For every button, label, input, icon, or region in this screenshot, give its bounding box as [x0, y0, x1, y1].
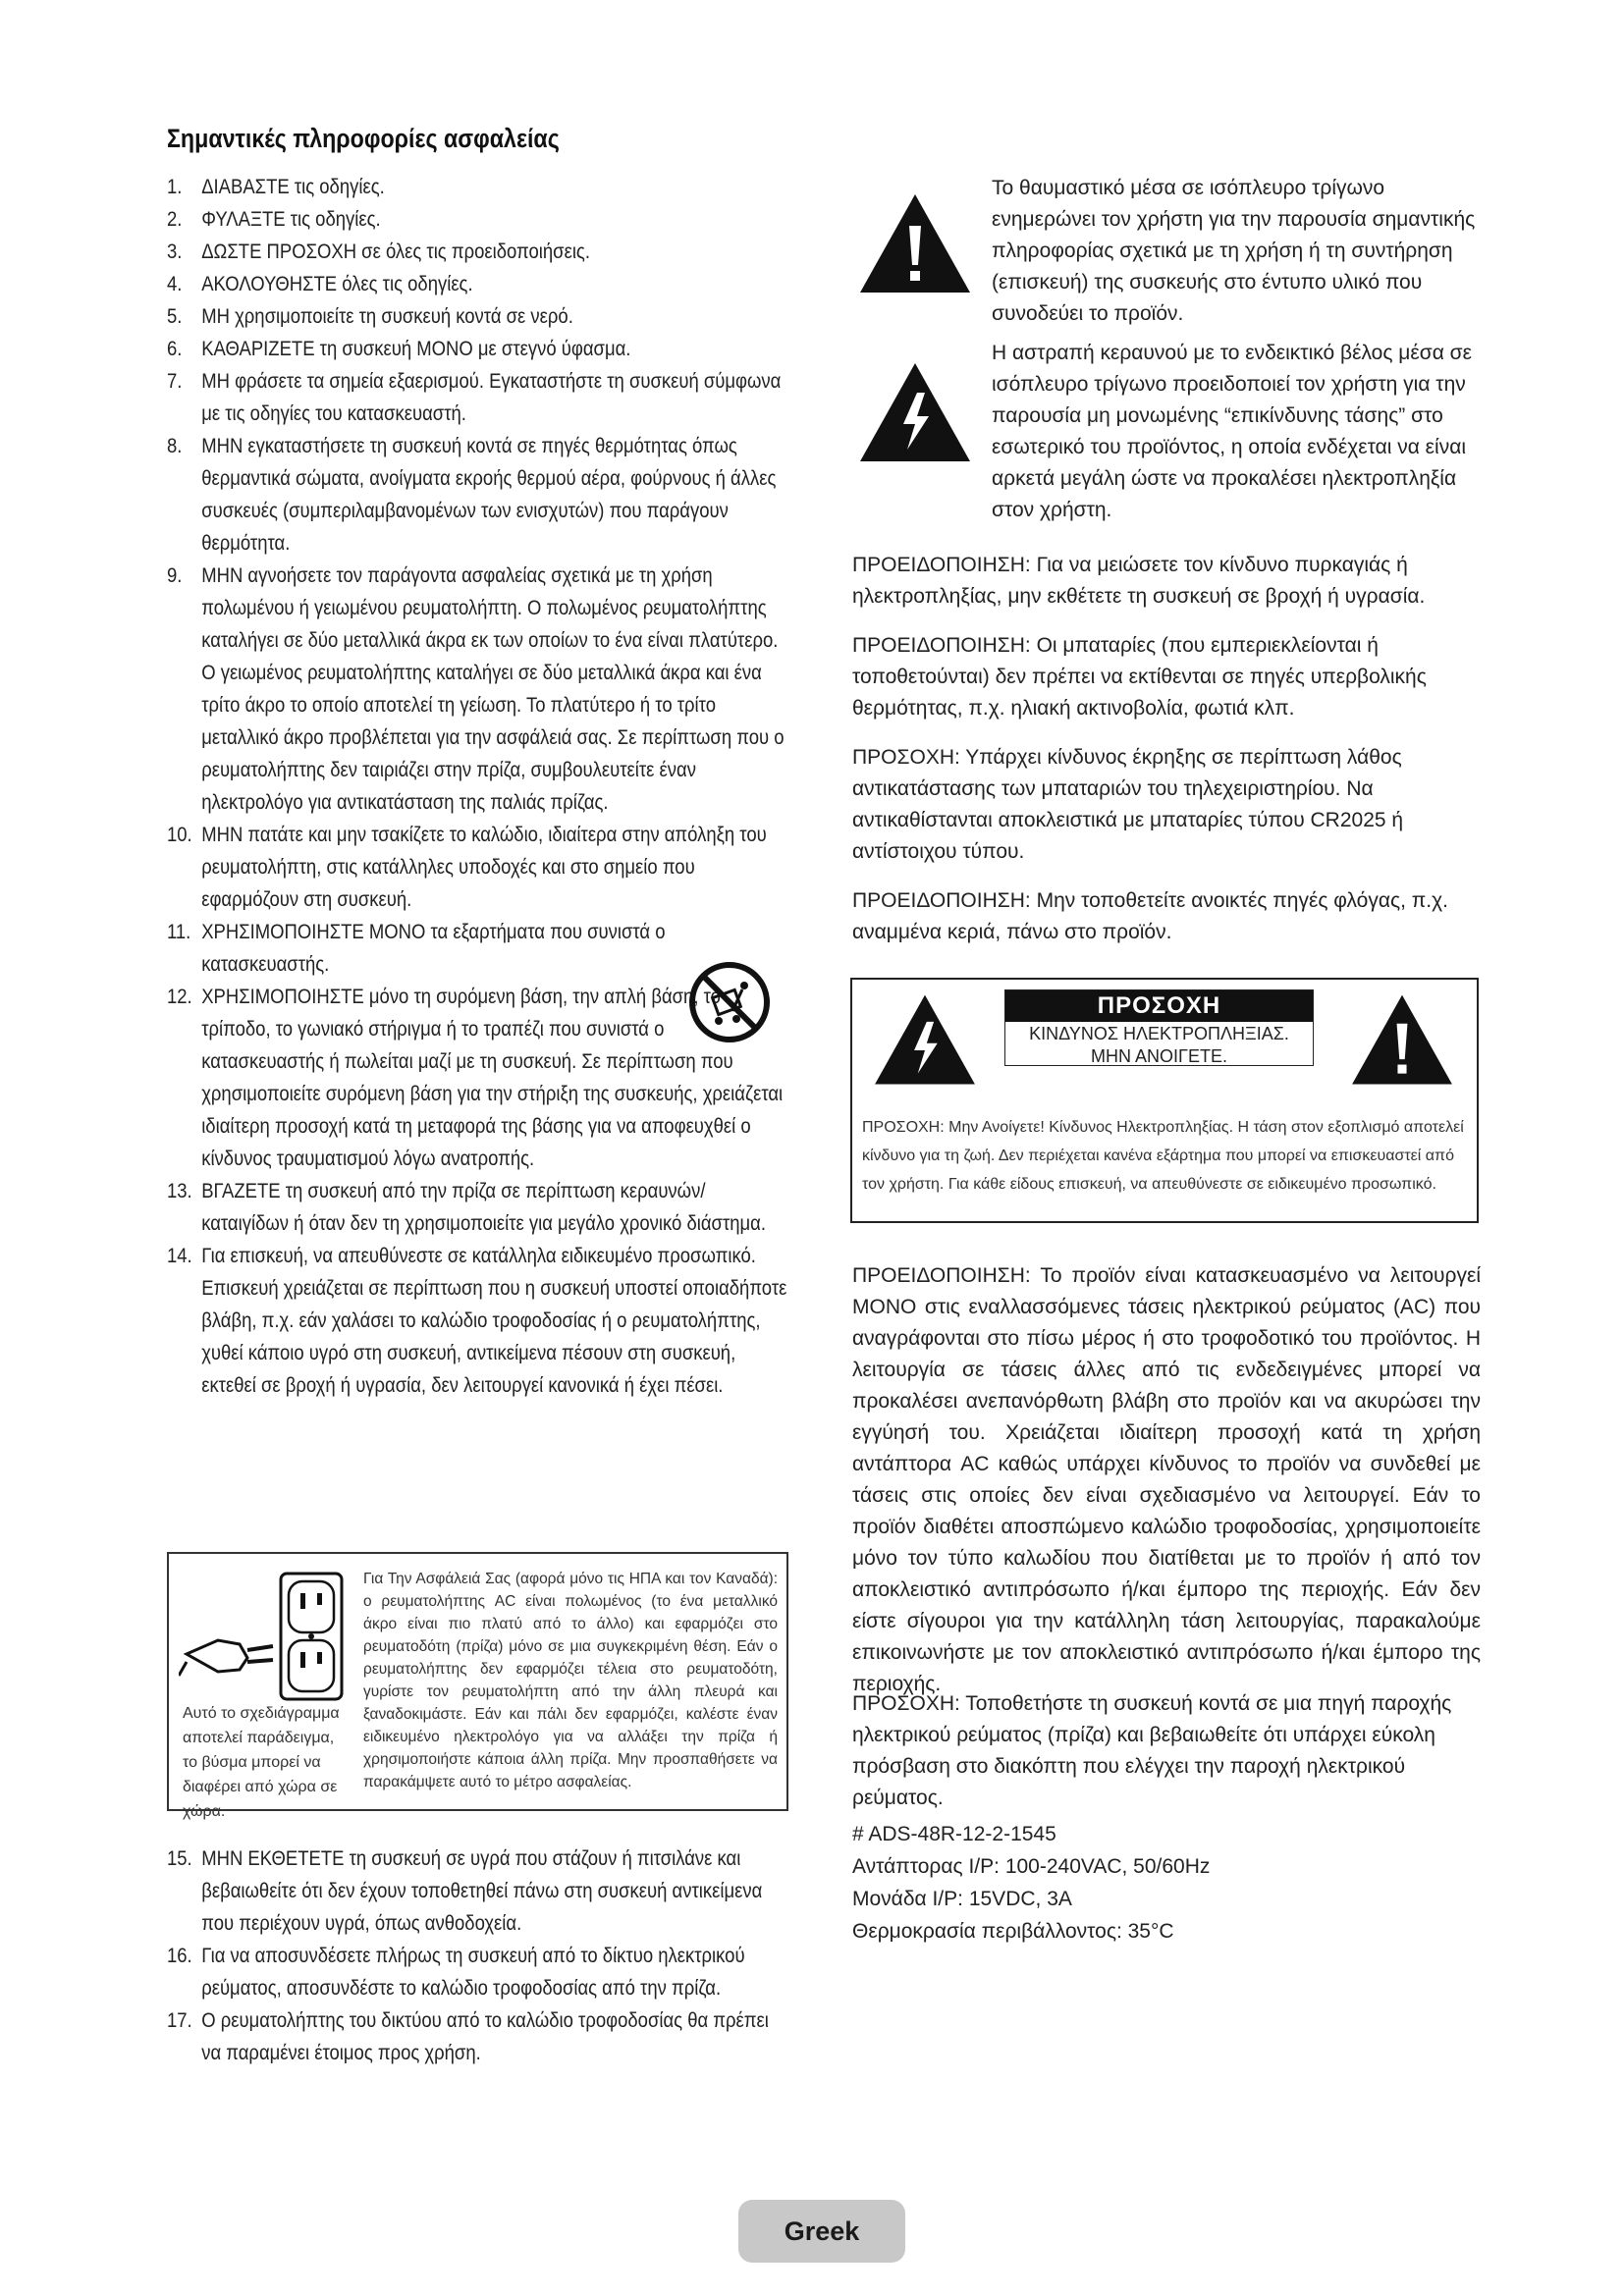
cart-tipover-icon — [687, 960, 772, 1044]
list-item — [167, 430, 791, 560]
outlet-caption: Αυτό το σχεδιάγραμμα αποτελεί παράδειγμα, το βύσμα μπορεί να διαφέρει από χώρα σε χώρα. — [183, 1705, 340, 1820]
item-text: ΑΚΟΛΟΥΘΗΣΤΕ όλες τις οδηγίες. — [201, 273, 473, 295]
warning-fire: ΠΡΟΕΙΔΟΠΟΙΗΣΗ: Για να μειώσετε τον κίνδυνο πυρκαγιάς ή ηλεκτροπληξίας, μην εκθέτετε τη συσκευή σε βροχή ή υγρασία. — [852, 554, 1426, 608]
spec-temperature: Θερμοκρασία περιβάλλοντος: 35°C — [852, 1920, 1174, 1943]
instructions-list — [167, 171, 795, 1402]
item-text: ΜΗΝ ΕΚΘΕΤΕΤΕ τη συσκευή σε υγρά που στάζουν ή πιτσιλάνε και βεβαιωθείτε ότι δεν έχουν τοποθετηθεί πάνω στη συσκευή αντικείμενα που περιέχουν υγρά, όπως ανθοδοχεία. — [201, 1847, 763, 1935]
language-tab: Greek — [738, 2200, 905, 2263]
item-number: 6. — [167, 338, 183, 360]
caution-title: ΠΡΟΣΟΧΗ — [1005, 990, 1313, 1022]
warning-batteries-heat: ΠΡΟΕΙΔΟΠΟΙΗΣΗ: Οι μπαταρίες (που εμπεριεκλείονται ή τοποθετούνται) δεν πρέπει να εκτίθενται σε πηγές υπερβολικής θερμότητας, π.χ. ηλιακή ακτινοβολία, φωτιά κλπ. — [852, 634, 1427, 720]
item-number: 13. — [167, 1180, 192, 1202]
item-text: ΜΗ φράσετε τα σημεία εξαερισμού. Εγκαταστήστε τη συσκευή σύμφωνα με τις οδηγίες του κατασκευαστή. — [201, 370, 782, 425]
item-text: ΜΗΝ πατάτε και μην τσακίζετε το καλώδιο, ιδιαίτερα στην απόληξη του ρευματολήπτη, στις κατάλληλες υποδοχές και στο σημείο που εφαρμόζουν στη συσκευή. — [201, 824, 767, 911]
caution-note: ΠΡΟΣΟΧΗ: Μην Ανοίγετε! Κίνδυνος Ηλεκτροπληξίας. Η τάση στον εξοπλισμό αποτελεί κίνδυνο για τη ζωή. Δεν περιέχεται κανένα εξάρτημα που μπορεί να επισκευαστεί από τον χρήστη. Για κάθε είδους επισκευή, να απευθύνεστε σε ειδικευμένο προσωπικό. — [862, 1119, 1464, 1193]
list-item — [167, 916, 685, 981]
list-item — [167, 1842, 791, 1940]
adapter-specs — [852, 1818, 1481, 1948]
list-item — [167, 236, 791, 268]
item-number: 16. — [167, 1945, 192, 1967]
spec-output: Μονάδα I/P: 15VDC, 3A — [852, 1888, 1072, 1910]
outlet-text: Για Την Ασφάλειά Σας (αφορά μόνο τις ΗΠΑ και τον Καναδά): ο ρευματολήπτης AC είναι πολωμένος (το ένα μεταλλικό άκρο είναι πιο πλατύ από το άλλο) και εφαρμόζει στο ρευματοδότη (πρίζα) μόνο σε μια συγκεκριμένη θέση. Εάν ο ρευματολήπτης δεν εφαρμόζει τέλεια στο ρευματοδότη, γυρίστε τον ρευματολήπτη από την άλλη πλευρά και ξαναδοκιμάστε. Εάν και πάλι δεν εφαρμόζει, καλέστε έναν ειδικευμένο ηλεκτρολόγο για να αλλάξει την πρίζα ή χρησιμοποιήστε κάποια άλλη πρίζα. Μην προσπαθήσετε να παρακάμψετε αυτό το μέτρο ασφαλείας. — [363, 1571, 778, 1790]
item-number: 12. — [167, 986, 192, 1008]
caution-line-2: ΜΗΝ ΑΝΟΙΓΕΤΕ. — [1091, 1046, 1227, 1066]
lightning-triangle-icon — [866, 991, 984, 1090]
item-text: ΜΗΝ αγνοήσετε τον παράγοντα ασφαλείας σχετικά με τη χρήση πολωμένου ή γειωμένου ρευματολήπτη. Ο πολωμένος ρευματολήπτης καταλήγει σε δύο μεταλλικά άκρα εκ των οποίων το ένα είναι πλατύτερο. Ο γειωμένος ρευματολήπτης καταλήγει σε δύο μεταλλικά άκρα και ένα τρίτο άκρο το οποίο αποτελεί τη γείωση. Το πλατύτερο ή το τρίτο μεταλλικό άκρο προβλέπεται για την ασφάλειά σας. Σε περίπτωση που ο ρευματολήπτης δεν ταιριάζει στην πρίζα, συμβουλευτείτε έναν ηλεκτρολόγο για αντικατάσταση της παλιάς πρίζας. — [201, 564, 785, 814]
item-text: ΔΙΑΒΑΣΤΕ τις οδηγίες. — [201, 176, 385, 198]
item-number: 14. — [167, 1245, 192, 1267]
item-number: 11. — [167, 921, 191, 943]
item-text: ΦΥΛΑΞΤΕ τις οδηγίες. — [201, 208, 381, 231]
list-item — [167, 203, 791, 236]
list-item — [167, 560, 791, 819]
item-text: Για επισκευή, να απευθύνεστε σε κατάλληλα ειδικευμένο προσωπικό. Επισκευή χρειάζεται σε περίπτωση που η συσκευή υποστεί οποιαδήποτε βλάβη, π.χ. εάν χαλάσει το καλώδιο τροφοδοσίας ή ο ρευματολήπτης, χυθεί κάποιο υγρό στη συσκευή, αντικείμενα πέσουν στη συσκευή, εκτεθεί σε βροχή ή υγρασία, δεν λειτουργεί κανονικά ή έχει πέσει. — [201, 1245, 787, 1397]
plug-socket-icon — [179, 1568, 355, 1705]
list-item — [167, 1240, 791, 1402]
item-text: ΧΡΗΣΙΜΟΠΟΙΗΣΤΕ μόνο τη συρόμενη βάση, την απλή βάση, το τρίποδο, το γωνιακό στήριγμα ή το τραπέζι που συνιστά ο κατασκευαστής ή πωλείται μαζί με τη συσκευή. Σε περίπτωση που χρησιμοποιείτε συρόμενη βάση για την στήριξη της συσκευής, χρειάζεται ιδιαίτερη προσοχή κατά τη μεταφορά της βάσης για να αποφευχθεί ο κίνδυνος τραυματισμού λόγω ανατροπής. — [201, 986, 784, 1170]
list-item — [167, 268, 791, 300]
item-number: 4. — [167, 273, 183, 295]
outlet-info-box — [167, 1552, 788, 1820]
item-text: ΚΑΘΑΡΙΖΕΤΕ τη συσκευή ΜΟΝΟ με στεγνό ύφασμα. — [201, 338, 631, 360]
exclamation-triangle-icon — [1343, 991, 1461, 1090]
item-text: ΒΓΑΖΕΤΕ τη συσκευή από την πρίζα σε περίπτωση κεραυνών/ καταιγίδων ή όταν δεν τη χρησιμοποιείτε για μεγάλο χρονικό διάστημα. — [201, 1180, 766, 1235]
item-text: Για να αποσυνδέσετε πλήρως τη συσκευή από το δίκτυο ηλεκτρικού ρεύματος, αποσυνδέστε το καλώδιο τροφοδοσίας από την πρίζα. — [201, 1945, 745, 2000]
caution-line-1: ΚΙΝΔΥΝΟΣ ΗΛΕΚΤΡΟΠΛΗΞΙΑΣ. — [1029, 1024, 1289, 1043]
lightning-triangle-icon — [856, 359, 974, 467]
item-number: 7. — [167, 370, 183, 393]
exclamation-explanation: Το θαυμαστικό μέσα σε ισόπλευρο τρίγωνο ενημερώνει τον χρήστη για την παρουσία σημαντικής πληροφορίας σχετικά με τη χρήση ή τη συντήρηση (επισκευή) της συσκευής στο έντυπο υλικό που συνοδεύει το προϊόν. — [992, 177, 1476, 325]
caution-box — [850, 978, 1479, 1223]
warning-battery-explosion: ΠΡΟΣΟΧΗ: Υπάρχει κίνδυνος έκρηξης σε περίπτωση λάθος αντικατάστασης των μπαταριών του τηλεχειριστηρίου. Να αντικαθίστανται αποκλειστικά με μπαταρίες τύπου CR2025 ή αντίστοιχου τύπου. — [852, 746, 1404, 863]
list-item — [167, 365, 791, 430]
item-number: 1. — [167, 176, 183, 198]
item-number: 2. — [167, 208, 183, 231]
list-item — [167, 1940, 791, 2004]
lightning-symbol-row — [852, 338, 1481, 521]
lightning-explanation: Η αστραπή κεραυνού με το ενδεικτικό βέλος μέσα σε ισόπλευρο τρίγωνο προειδοποιεί τον χρήστη για την παρουσία μη μονωμένης “επικίνδυνης τάσης” στο εσωτερικό του προϊόντος, η οποία ενδέχεται να είναι αρκετά μεγάλη ώστε να προκαλέσει ηλεκτροπληξία στον χρήστη. — [992, 342, 1472, 521]
item-text: Ο ρευματολήπτης του δικτύου από το καλώδιο τροφοδοσίας θα πρέπει να παραμένει έτοιμος προς χρήση. — [201, 2009, 769, 2064]
item-text: ΜΗΝ εγκαταστήσετε τη συσκευή κοντά σε πηγές θερμότητας όπως θερμαντικά σώματα, ανοίγματα εκροής θερμού αέρα, φούρνους ή άλλες συσκευές (συμπεριλαμβανομένων των ενισχυτών) που παράγουν θερμότητα. — [201, 435, 777, 555]
caution-header — [1004, 989, 1314, 1066]
exclamation-symbol-row — [852, 173, 1481, 325]
item-text: ΧΡΗΣΙΜΟΠΟΙΗΣΤΕ ΜΟΝΟ τα εξαρτήματα που συνιστά ο κατασκευαστής. — [201, 921, 666, 976]
item-number: 15. — [167, 1847, 192, 1870]
list-item — [167, 819, 791, 916]
warnings-block — [852, 550, 1481, 948]
item-number: 10. — [167, 824, 192, 846]
instructions-list-2 — [167, 1842, 795, 2069]
list-item — [167, 2004, 791, 2069]
item-text: ΜΗ χρησιμοποιείτε τη συσκευή κοντά σε νερό. — [201, 305, 573, 328]
spec-model: # ADS-48R-12-2-1545 — [852, 1823, 1056, 1845]
socket-warning: ΠΡΟΣΟΧΗ: Τοποθετήστε τη συσκευή κοντά σε μια πηγή παροχής ηλεκτρικού ρεύματος (πρίζα) και βεβαιωθείτε ότι υπάρχει εύκολη πρόσβαση στο διακόπτη που ελέγχει την παροχή ηλεκτρικού ρεύματος. — [852, 1692, 1452, 1809]
item-number: 8. — [167, 435, 183, 457]
exclamation-triangle-icon — [856, 190, 974, 298]
item-number: 9. — [167, 564, 183, 587]
list-item — [167, 171, 791, 203]
spec-input: Αντάπτορας I/P: 100-240VAC, 50/60Hz — [852, 1855, 1211, 1878]
list-item — [167, 1175, 791, 1240]
warning-open-flame: ΠΡΟΕΙΔΟΠΟΙΗΣΗ: Μην τοποθετείτε ανοικτές πηγές φλόγας, π.χ. αναμμένα κεριά, πάνω στο προϊόν. — [852, 889, 1448, 943]
item-number: 3. — [167, 240, 183, 263]
item-number: 5. — [167, 305, 183, 328]
item-text: ΔΩΣΤΕ ΠΡΟΣΟΧΗ σε όλες τις προειδοποιήσεις. — [201, 240, 590, 263]
item-number: 17. — [167, 2009, 192, 2032]
list-item — [167, 300, 791, 333]
voltage-warning: ΠΡΟΕΙΔΟΠΟΙΗΣΗ: Το προϊόν είναι κατασκευασμένο να λειτουργεί ΜΟΝΟ στις εναλλασσόμενες τάσεις ηλεκτρικού ρεύματος (AC) που αναγράφονται στο πίσω μέρος ή στο τροφοδοτικό του προϊόντος. Η λειτουργία σε τάσεις άλλες από τις ενδεδειγμένες μπορεί να προκαλέσει ανεπανόρθωτη βλάβη στο προϊόν και να ακυρώσει την εγγύησή του. Χρειάζεται ιδιαίτερη προσοχή κατά τη χρήση αντάπτορα AC καθώς υπάρχει κίνδυνος το προϊόν να συνδεθεί με τάσεις στις οποίες δεν είναι σχεδιασμένο να λειτουργεί. Εάν το προϊόν διαθέτει αποσπώμενο καλώδιο τροφοδοσίας, χρησιμοποιείτε μόνο τον τύπο καλωδίου που διατίθεται με το προϊόν ή από τον αποκλειστικό αντιπρόσωπο ή/και έμπορο της περιοχής. Εάν δεν είστε σίγουροι για την κατάλληλη τάση λειτουργίας, παρακαλούμε επικοινωνήστε με τον αποκλειστικό αντιπρόσωπο ή/και έμπορο της περιοχής. — [852, 1264, 1481, 1695]
list-item — [167, 333, 791, 365]
page-title: Σημαντικές πληροφορίες ασφαλείας — [167, 124, 560, 153]
